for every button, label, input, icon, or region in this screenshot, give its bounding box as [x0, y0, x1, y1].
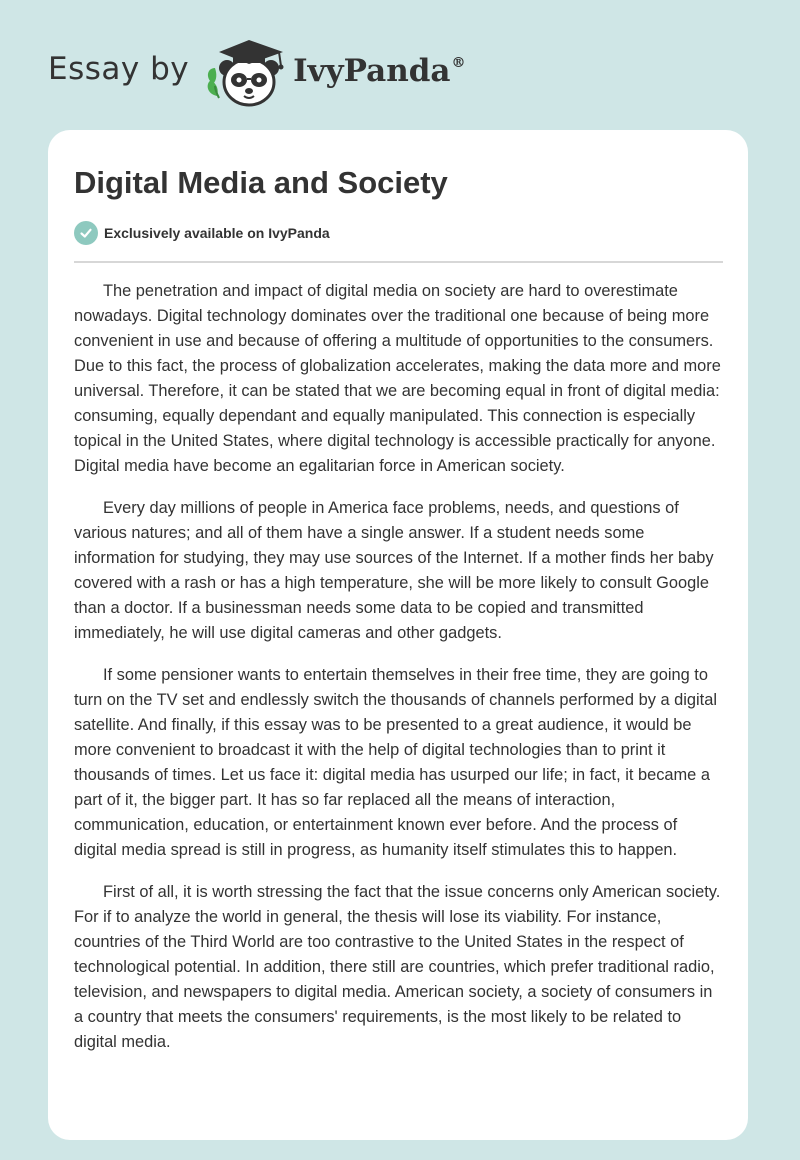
essay-by-label: Essay by [48, 51, 190, 87]
registered-mark: ® [451, 55, 466, 71]
essay-body [74, 279, 724, 1072]
panda-graduate-icon [203, 38, 289, 108]
divider [74, 261, 723, 263]
check-circle-icon [74, 221, 98, 245]
brand-header [48, 38, 466, 108]
brand-name [293, 53, 465, 89]
paragraph: Every day millions of people in America face problems, needs, and questions of various natures; and all of them have a single answer. If a student needs some information for studying, they may use sources of the Internet. If a mother finds her baby covered with a rash or has a high temperature, she will be more likely to consult Google than a doctor. If a businessman needs some data to be copied and transmitted immediately, he will use digital cameras and other gadgets. [74, 499, 714, 642]
paragraph: If some pensioner wants to entertain themselves in their free time, they are going to turn on the TV set and endlessly switch the thousands of channels performed by a digital satellite. And finally, if this essay was to be presented to a great audience, it would be more convenient to broadcast it with the help of digital technologies than to print it thousands of times. Let us face it: digital media has usurped our life; in fact, it became a part of it, the bigger part. It has so far replaced all the means of interaction, communication, education, or entertainment known ever before. And the process of digital media spread is still in progress, as humanity itself stimulates this to happen. [74, 666, 717, 859]
paragraph: The penetration and impact of digital media on society are hard to overestimate nowadays. Digital technology dominates over the traditional one because of being more convenient in use and because of offering a multitude of opportunities to the consumers. Due to this fact, the process of globalization accelerates, making the data more and more universal. Therefore, it can be stated that we are becoming equal in front of digital media: consuming, equally dependant and equally manipulated. This connection is especially topical in the United States, where digital technology is accessible practically for anyone. Digital media have become an egalitarian force in American society. [74, 282, 721, 475]
essay-card [48, 130, 748, 1140]
exclusive-label: Exclusively available on IvyPanda [104, 225, 330, 241]
paragraph: First of all, it is worth stressing the fact that the issue concerns only American society. For if to analyze the world in general, the thesis will lose its viability. For instance, countries of the Third World are too contrastive to the United States in the respect of technological potential. In addition, there still are countries, which prefer traditional radio, television, and newspapers to digital media. American society, a society of consumers in a country that meets the consumers' requirements, is the most likely to be related to digital media. [74, 883, 721, 1051]
exclusive-badge [74, 221, 330, 245]
brand-name-text: IvyPanda [293, 53, 451, 89]
page-title: Digital Media and Society [74, 165, 448, 200]
